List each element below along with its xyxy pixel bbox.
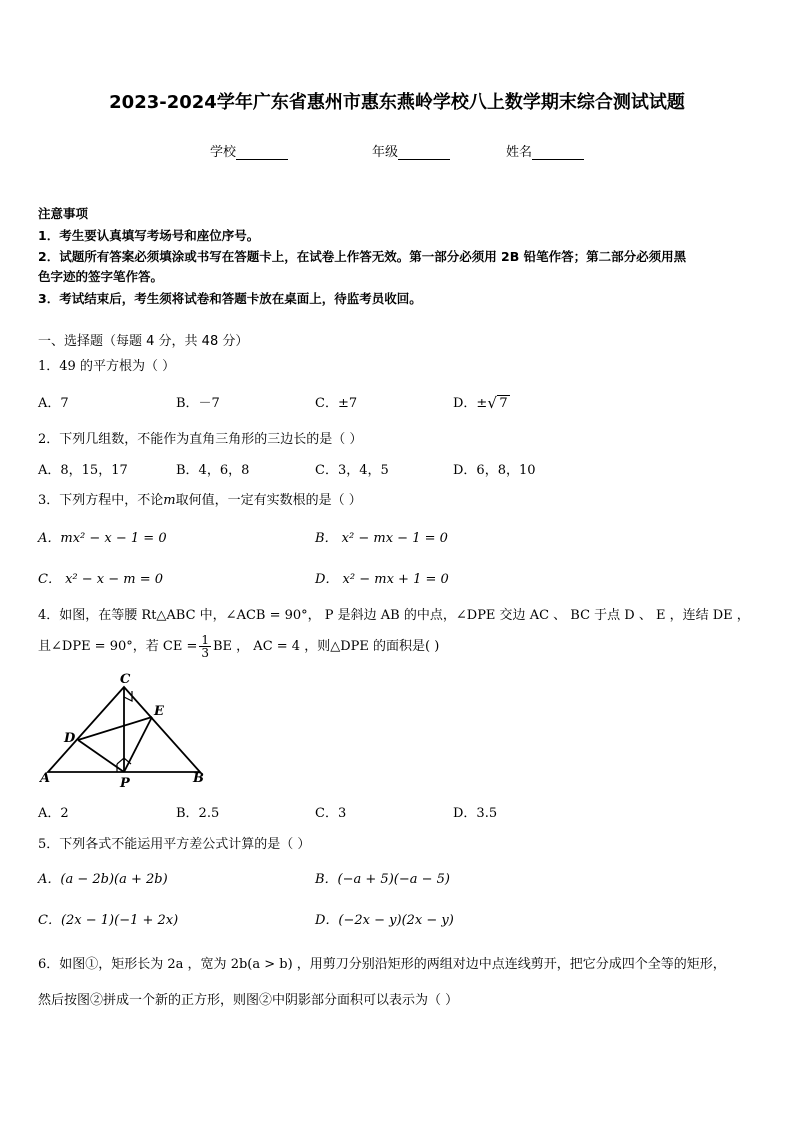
q4-option-d: D．3.5 xyxy=(453,806,498,821)
question-2: 2．下列几组数，不能作为直角三角形的三边长的是（ ） xyxy=(38,432,363,447)
q2-option-a: A．8，15，17 xyxy=(38,463,128,478)
label-c: C xyxy=(120,672,131,687)
notice-item: 1．考生要认真填写考场号和座位序号。 xyxy=(38,228,260,243)
question-1: 1．49 的平方根为（ ） xyxy=(38,359,176,374)
question-5: 5．下列各式不能运用平方差公式计算的是（ ） xyxy=(38,837,311,852)
page-title: 2023-2024学年广东省惠州市惠东燕岭学校八上数学期末综合测试试题 xyxy=(109,92,685,113)
label-d: D xyxy=(64,731,76,746)
label-a: A xyxy=(40,771,51,786)
q3-option-b: B． x² − mx − 1 = 0 xyxy=(315,531,448,546)
q5-option-c: C．(2x − 1)(−1 + 2x) xyxy=(38,913,179,928)
sqrt-symbol: √ 7 xyxy=(487,394,508,412)
q5-option-b: B．(−a + 5)(−a − 5) xyxy=(315,872,450,887)
q2-option-c: C．3，4，5 xyxy=(315,463,389,478)
q5-option-a: A．(a − 2b)(a + 2b) xyxy=(38,872,168,887)
label-p: P xyxy=(120,776,130,791)
q5-option-d: D．(−2x − y)(2x − y) xyxy=(315,913,454,928)
q1-option-b: B．－7 xyxy=(176,396,220,411)
q1-option-c: C．±7 xyxy=(315,396,358,411)
q1-option-d: D．± √ 7 xyxy=(453,394,508,412)
q2-option-d: D．6，8，10 xyxy=(453,463,536,478)
section-heading: 一、选择题（每题 4 分，共 48 分） xyxy=(38,334,249,349)
q3-option-c: C． x² − x − m = 0 xyxy=(38,572,164,587)
notice-item: 色字迹的签字笔作答。 xyxy=(38,269,164,284)
notice-heading: 注意事项 xyxy=(38,206,89,221)
notice-item: 2．试题所有答案必须填涂或书写在答题卡上，在试卷上作答无效。第一部分必须用 2B 铅笔作答；第二部分必须用黑 xyxy=(38,249,687,264)
name-field: 姓名 xyxy=(506,141,584,160)
q4-option-b: B．2.5 xyxy=(176,806,220,821)
question-6-line-1: 6．如图①，矩形长为 2a ，宽为 2b(a > b) ，用剪刀分别沿矩形的两组对边中点连线剪开，把它分成四个全等的矩形， xyxy=(38,957,726,972)
q4-option-c: C．3 xyxy=(315,806,347,821)
question-3: 3．下列方程中，不论m取何值，一定有实数根的是（ ） xyxy=(38,493,362,508)
question-6-line-2: 然后按图②拼成一个新的正方形，则图②中阴影部分面积可以表示为（ ） xyxy=(38,993,459,1008)
q4-option-a: A．2 xyxy=(38,806,69,821)
q1-option-a: A．7 xyxy=(38,396,69,411)
label-b: B xyxy=(193,771,204,786)
notice-item: 3．考试结束后，考生须将试卷和答题卡放在桌面上，待监考员收回。 xyxy=(38,291,422,306)
label-e: E xyxy=(154,704,164,719)
triangle-figure xyxy=(36,672,216,792)
grade-field: 年级 xyxy=(372,141,450,160)
question-4-line-1: 4．如图，在等腰 Rt△ABC 中，∠ACB = 90°， P 是斜边 AB 的中点，∠DPE 交边 AC 、 BC 于点 D 、 E ，连结 DE ， xyxy=(38,608,750,623)
segment-de xyxy=(78,717,152,740)
q3-option-d: D． x² − mx + 1 = 0 xyxy=(315,572,449,587)
question-4-line-2: 且∠DPE = 90°，若 CE = $\frac{1}{3}$ BE ， AC = 4 ，则△DPE 的面积是( ) xyxy=(38,633,440,660)
fraction: $\frac{1}{3}$ xyxy=(201,633,209,660)
q3-option-a: A．mx² − x − 1 = 0 xyxy=(38,531,167,546)
q2-option-b: B．4，6，8 xyxy=(176,463,250,478)
school-field: 学校 xyxy=(210,141,288,160)
